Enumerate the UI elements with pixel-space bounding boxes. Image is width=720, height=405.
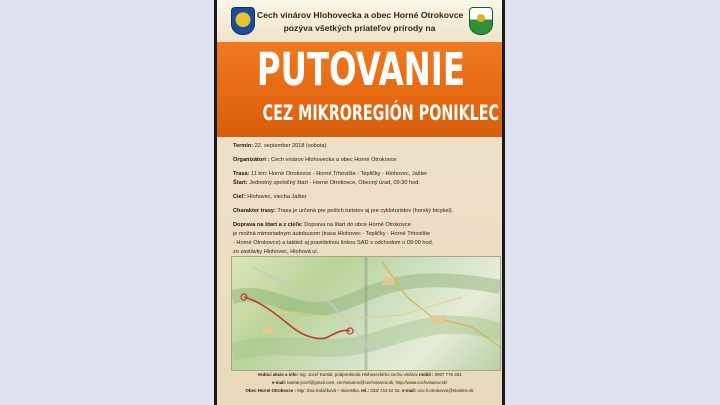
poster-title: PUTOVANIE — [256, 43, 465, 96]
poster-subtitle: CEZ MIKROREGIÓN PONIKLEC — [262, 101, 500, 125]
coat-of-arms-icon — [231, 7, 255, 35]
detail-organizers — [233, 156, 495, 165]
event-details — [233, 142, 495, 257]
detail-finish — [233, 193, 495, 202]
route-map — [231, 256, 501, 371]
detail-transport — [233, 221, 495, 230]
poster-header — [217, 0, 502, 42]
footer-label: mobil : — [419, 372, 434, 377]
detail-label: Doprava na štart a z cieľa: — [233, 222, 303, 228]
detail-label: Cieľ: — [233, 194, 246, 200]
footer-municipality — [223, 387, 496, 395]
footer-value: 0907 776 334 — [434, 372, 462, 377]
footer-contact — [223, 371, 496, 379]
village-crest-icon — [469, 7, 493, 35]
detail-value: 22. september 2018 (sobota) — [254, 143, 327, 149]
detail-label: Organizátori : — [233, 157, 270, 163]
header-invitation: pozýva všetkých priateľov prírody na — [283, 23, 436, 33]
detail-termin — [233, 142, 495, 151]
poster-footer — [223, 371, 496, 395]
footer-label: Obec Horné Otrokovce : — [245, 388, 296, 393]
header-organizers: Cech vinárov Hlohovecka a obec Horné Otrokovce — [257, 10, 464, 20]
detail-label: Charakter trasy: — [233, 208, 276, 214]
footer-label: Vedúci akcie a info: — [257, 372, 299, 377]
detail-value: Doprava na štart do obce Horné Otrokovce — [304, 222, 411, 228]
poster-content — [217, 0, 502, 405]
event-poster — [214, 0, 505, 405]
footer-label: e-mail: — [271, 380, 287, 385]
detail-value: 11 km: Horné Otrokovce - Horné Trhovište - Tepličky - Hlohovec, Jašter — [251, 171, 428, 177]
detail-start — [233, 179, 495, 188]
detail-transport-line2: je možná mimoriadnym autobusom (trasa Hlohovec - Tepličky - Horné Trhovište — [233, 231, 430, 237]
detail-label: Štart: — [233, 180, 248, 186]
detail-route — [233, 170, 495, 179]
detail-label: Trasa: — [233, 171, 250, 177]
map-graphic — [232, 257, 500, 370]
detail-value: Jednotný spoločný štart - Horné Otrokovce, Obecný úrad, 09:30 hod. — [249, 180, 420, 186]
footer-value: Mgr. Eva Kolačková – starostka, — [297, 388, 360, 393]
detail-transport-line3: - Horné Otrokovce) a taktiež aj pravidelnou linkou SAD s odchodom o 09:00 hod. — [233, 240, 434, 246]
footer-label: e-mail: — [401, 388, 417, 393]
footer-email — [223, 379, 496, 387]
detail-label: Termín: — [233, 143, 254, 149]
detail-value: Hlohovec, viecha Jašter — [247, 194, 307, 200]
footer-value: ocu.h.otrokovce@stonline.sk — [417, 388, 474, 393]
detail-value: Cech vinárov Hlohovecka a obec Horné Otrokovce — [270, 157, 397, 163]
detail-value: Trasa je určená pre peších turistov aj pre cykloturistov (horský bicykel). — [277, 208, 454, 214]
footer-label: tel.: — [361, 388, 369, 393]
footer-value: Ing. Jozef Kantár, podpredseda Hlohoveckého cechu vinárov — [299, 372, 418, 377]
detail-character — [233, 207, 495, 216]
footer-value: kantar.jozef@gmail.com, cechvinarov@cechvinarov.sk, http://www.cechvinarov.sk/ — [287, 380, 448, 385]
detail-transport-line4: zo zastávky Hlohovec, Hlohová ul. — [233, 249, 319, 255]
footer-value: 033/ 744 62 15, — [370, 388, 401, 393]
